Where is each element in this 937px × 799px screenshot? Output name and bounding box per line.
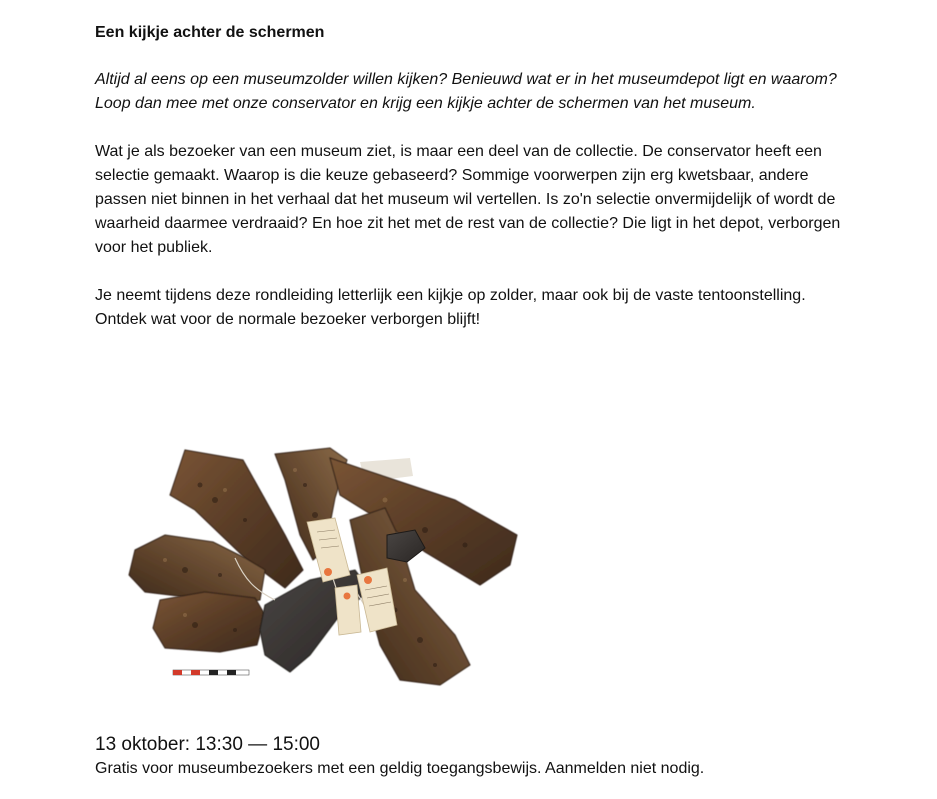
article bbox=[95, 22, 855, 356]
article-body-paragraph-1: Wat je als bezoeker van een museum ziet, is maar een deel van de collectie. De conservator heeft een selectie gemaakt. Waarop is die keuze gebaseerd? Sommige voorwerpen zijn erg kwetsbaar, andere passen niet binnen in het verhaal dat het museum wil vertellen. Is zo'n selectie onvermijdelijk of wordt de waarheid daarmee verdraaid? En hoe zit het met de rest van de collectie? Die ligt in het depot, verborgen voor het publiek. bbox=[95, 143, 841, 256]
article-intro: Altijd al eens op een museumzolder willen kijken? Benieuwd wat er in het museumdepot ligt en waarom? Loop dan mee met onze conservator en krijg een kijkje achter de schermen van het museum. bbox=[95, 71, 837, 112]
museum-artifacts-photo bbox=[125, 440, 525, 695]
scale-bar bbox=[173, 670, 249, 675]
event-details bbox=[95, 733, 895, 781]
article-title: Een kijkje achter de schermen bbox=[95, 24, 325, 41]
event-datetime: 13 oktober: 13:30 — 15:00 bbox=[95, 734, 320, 755]
axe-head bbox=[153, 592, 265, 652]
event-info: Gratis voor museumbezoekers met een geldig toegangsbewijs. Aanmelden niet nodig. bbox=[95, 760, 705, 777]
axe-heads-illustration bbox=[125, 440, 525, 695]
article-body-paragraph-2: Je neemt tijdens deze rondleiding letterlijk een kijkje op zolder, maar ook bij de vaste tentoonstelling. Ontdek wat voor de normale bezoeker verborgen blijft! bbox=[95, 287, 806, 328]
paper-tag bbox=[335, 585, 361, 635]
